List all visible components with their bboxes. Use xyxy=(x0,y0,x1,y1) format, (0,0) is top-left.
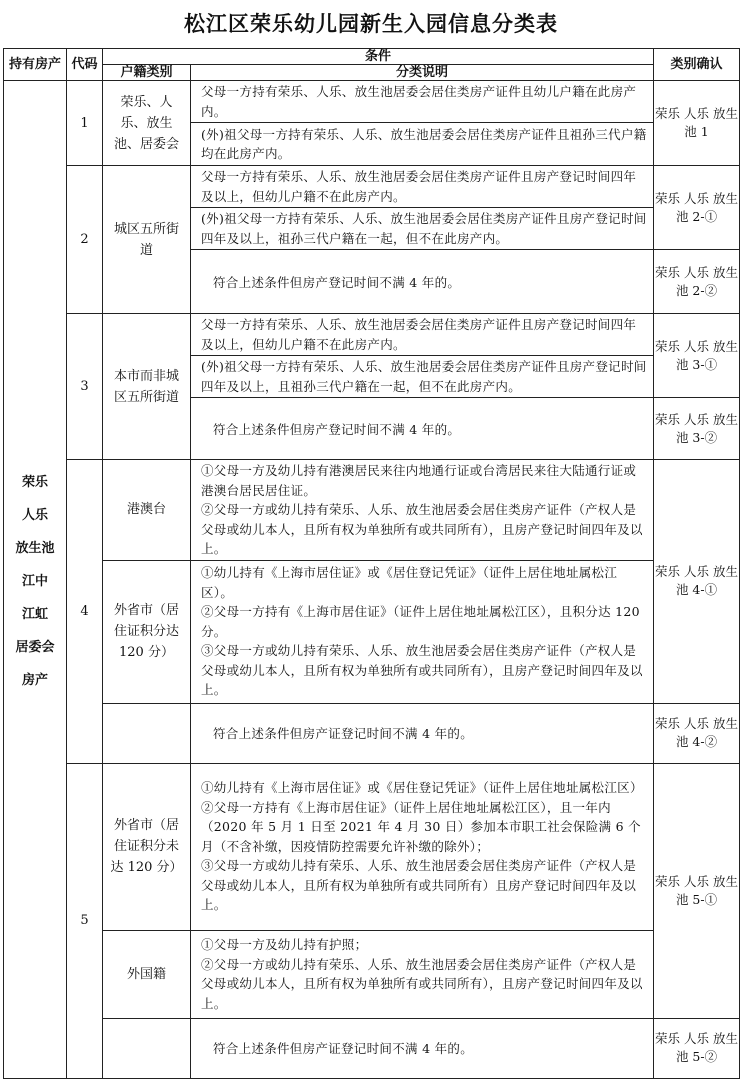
property-line: 荣乐 xyxy=(21,474,48,490)
code-cell: 1 xyxy=(67,81,103,166)
category-cell: 荣乐 人乐 放生池 2-① xyxy=(654,166,740,250)
household-type-cell: 外省市（居住证积分达 120 分） xyxy=(103,560,191,703)
household-type-cell: 外国籍 xyxy=(103,930,191,1018)
description-cell xyxy=(191,930,654,1018)
description-cell: (外)祖父母一方持有荣乐、人乐、放生池居委会居住类房产证件且祖孙三代户籍均在此房产内。 xyxy=(191,123,654,166)
code-cell: 5 xyxy=(67,763,103,1078)
property-line: 江虹 xyxy=(21,606,48,622)
page-title: 松江区荣乐幼儿园新生入园信息分类表 xyxy=(184,12,558,36)
header-code: 代码 xyxy=(67,49,103,81)
description-cell: 父母一方持有荣乐、人乐、放生池居委会居住类房产证件且幼儿户籍在此房产内。 xyxy=(191,81,654,123)
description-text: ①父母一方及幼儿持有港澳居民来往内地通行证或台湾居民来往大陆通行证或港澳台居民居住证。 ②父母一方或幼儿持有荣乐、人乐、放生池居委会居住类房产证件（产权人是父母或幼儿本人，且所有权为单独所有或共同所有），且房产登记时间四年及以上。 xyxy=(201,463,643,556)
category-cell: 荣乐 人乐 放生池 2-② xyxy=(654,250,740,314)
household-type-cell: 外省市（居住证积分未达 120 分） xyxy=(103,763,191,930)
property-line: 人乐 xyxy=(21,507,48,523)
property-line: 江中 xyxy=(21,573,48,589)
property-owner-cell xyxy=(4,81,67,1079)
header-category: 类别确认 xyxy=(654,49,740,81)
category-cell: 荣乐 人乐 放生池 3-① xyxy=(654,314,740,398)
description-cell: (外)祖父母一方持有荣乐、人乐、放生池居委会居住类房产证件且房产登记时间四年及以上，祖孙三代户籍在一起，但不在此房产内。 xyxy=(191,208,654,250)
description-cell xyxy=(191,763,654,930)
description-cell xyxy=(191,460,654,561)
code-cell: 4 xyxy=(67,460,103,764)
property-line: 房产 xyxy=(21,672,48,688)
property-line: 放生池 xyxy=(15,540,55,556)
household-type-cell: 城区五所街道 xyxy=(103,166,191,314)
classification-table xyxy=(3,48,740,1079)
household-type-cell xyxy=(103,1018,191,1078)
description-cell: 符合上述条件但房产证登记时间不满 4 年的。 xyxy=(191,1018,654,1078)
code-cell: 3 xyxy=(67,314,103,460)
header-description: 分类说明 xyxy=(191,65,654,81)
description-text: ①幼儿持有《上海市居住证》或《居住登记凭证》（证件上居住地址属松江区）。 ②父母一方持有《上海市居住证》（证件上居住地址属松江区），且积分达 120 分。 ③父母一方或幼儿持有荣乐、人乐、放生池居委会居住类房产证件（产权人是父母或幼儿本人，且所有权为单独所有或共同所有），且房产登记时间四年及以上。 xyxy=(201,565,643,698)
property-line: 居委会 xyxy=(15,639,55,655)
category-cell: 荣乐 人乐 放生池 5-② xyxy=(654,1018,740,1078)
description-cell: 符合上述条件但房产登记时间不满 4 年的。 xyxy=(191,398,654,460)
category-cell: 荣乐 人乐 放生池 4-① xyxy=(654,460,740,704)
household-type-cell xyxy=(103,703,191,763)
header-property: 持有房产 xyxy=(4,49,67,81)
household-type-cell: 本市而非城区五所街道 xyxy=(103,314,191,460)
category-cell: 荣乐 人乐 放生池 5-① xyxy=(654,763,740,1018)
household-type-cell: 港澳台 xyxy=(103,460,191,561)
category-cell: 荣乐 人乐 放生池 4-② xyxy=(654,703,740,763)
description-cell: 符合上述条件但房产登记时间不满 4 年的。 xyxy=(191,250,654,314)
category-cell: 荣乐 人乐 放生池 3-② xyxy=(654,398,740,460)
description-cell: 父母一方持有荣乐、人乐、放生池居委会居住类房产证件且房产登记时间四年及以上，但幼儿户籍不在此房产内。 xyxy=(191,166,654,208)
description-cell: 符合上述条件但房产证登记时间不满 4 年的。 xyxy=(191,703,654,763)
code-cell: 2 xyxy=(67,166,103,314)
description-cell: 父母一方持有荣乐、人乐、放生池居委会居住类房产证件且房产登记时间四年及以上，但幼儿户籍不在此房产内。 xyxy=(191,314,654,356)
description-text: ①幼儿持有《上海市居住证》或《居住登记凭证》（证件上居住地址属松江区） ②父母一方持有《上海市居住证》（证件上居住地址属松江区），且一年内（2020 年 5 月 1 日至 2021 年 4 月 30 日）参加本市职工社会保险满 6 个月（不含补缴，因疫情防控需要允许补缴的除外）； ③父母一方或幼儿持有荣乐、人乐、放生池居委会居住类房产证件（产权人是父母或幼儿本人，且所有权为单独所有或共同所有）且房产登记时间四年及以上。 xyxy=(201,780,643,913)
header-condition: 条件 xyxy=(103,49,654,65)
description-cell xyxy=(191,560,654,703)
category-cell: 荣乐 人乐 放生池 1 xyxy=(654,81,740,166)
header-household-type: 户籍类别 xyxy=(103,65,191,81)
description-text: ①父母一方及幼儿持有护照； ②父母一方或幼儿持有荣乐、人乐、放生池居委会居住类房产证件（产权人是父母或幼儿本人，且所有权为单独所有或共同所有），且房产登记时间四年及以上。 xyxy=(201,937,643,1011)
household-type-cell: 荣乐、人乐、放生池、居委会 xyxy=(103,81,191,166)
description-cell: (外)祖父母一方持有荣乐、人乐、放生池居委会居住类房产证件且房产登记时间四年及以上，且祖孙三代户籍在一起，但不在此房产内。 xyxy=(191,356,654,398)
